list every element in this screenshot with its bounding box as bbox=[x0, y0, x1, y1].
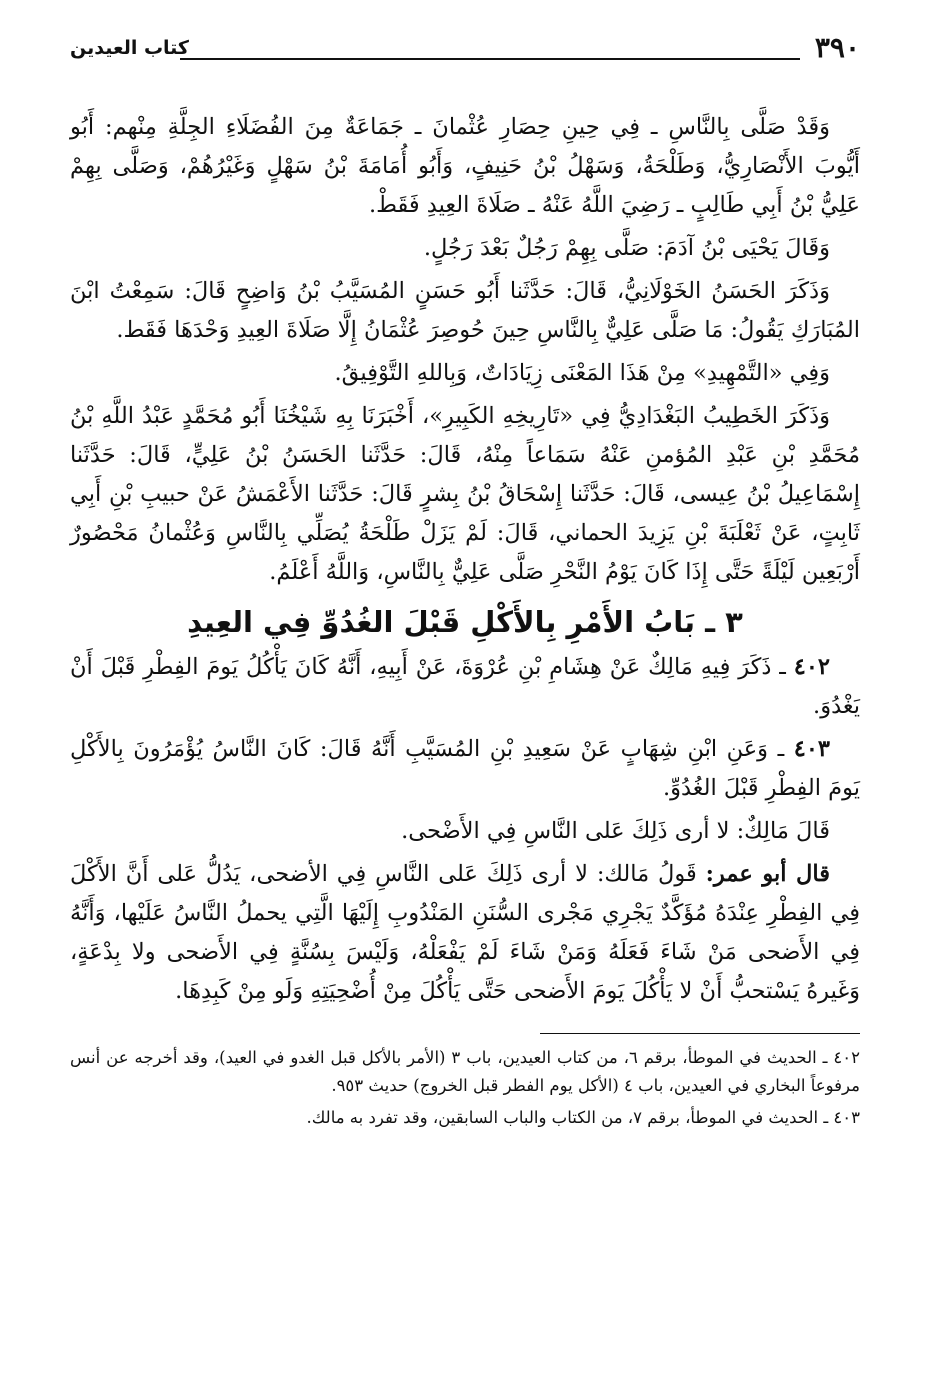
footnotes bbox=[70, 1044, 860, 1132]
hadith-number: ٤٠٢ bbox=[793, 654, 830, 680]
chapter-heading: ٣ ـ بَابُ الأَمْرِ بِالأَكْلِ قَبْلَ الغُدُوِّ فِي العِيدِ bbox=[187, 605, 743, 639]
footnote-rule bbox=[540, 1033, 860, 1034]
footnote-403: ٤٠٣ ـ الحديث في الموطأ، برقم ٧، من الكتاب والباب السابقين، وقد تفرد به مالك. bbox=[306, 1108, 860, 1127]
hadith-number: ٤٠٣ bbox=[793, 736, 830, 762]
page-number: ٣٩٠ bbox=[814, 31, 860, 64]
hadith-403 bbox=[70, 730, 860, 808]
paragraph: وَقَالَ يَحْيَى بْنُ آدَمَ: صَلَّى بِهِمْ رَجُلٌ بَعْدَ رَجُلٍ. bbox=[423, 235, 830, 261]
paragraph: قَالَ مَالِكٌ: لا أرى ذَلِكَ عَلى النَّاسِ فِي الأَضْحى. bbox=[401, 818, 830, 844]
paragraph: وَذَكَرَ الحَسَنُ الخَوْلَانِيُّ، قَالَ: حَدَّثَنا أَبُو حَسَنٍ المُسَيَّبُ بْنُ وَاضِحٍ قَالَ: سَمِعْتُ ابْنَ المُبَارَكِ يَقُولُ: مَا صَلَّى عَلِيٌّ بِالنَّاسِ حِينَ حُوصِرَ عُثْمَانُ إِلَّا صَلَاةَ العِيدِ وَحْدَهَا فَقَط. bbox=[70, 278, 860, 343]
book-page bbox=[70, 30, 860, 1136]
running-head bbox=[70, 30, 860, 66]
hadith-text: ـ وَعَنِ ابْنِ شِهَابٍ عَنْ سَعِيدِ بْنِ المُسَيَّبِ أَنَّهُ قَالَ: كَانَ النَّاسُ يُؤْمَرُونَ بِالأَكْلِ يَومَ الفِطْرِ قَبْلَ الغُدُوِّ. bbox=[70, 736, 860, 801]
paragraph: وَفِي «التَّمْهِيدِ» مِنْ هَذَا المَعْنَى زِيَادَاتٌ، وَبِاللهِ التَّوْفِيقُ. bbox=[334, 360, 830, 386]
commentary-paragraph bbox=[70, 855, 860, 1011]
hadith-402 bbox=[70, 648, 860, 726]
commentary-lead: قال أبو عمر: bbox=[705, 861, 830, 887]
main-text bbox=[70, 108, 860, 1011]
paragraph: وَقَدْ صَلَّى بِالنَّاسِ ـ فِي حِينِ حِصَارِ عُثْمانَ ـ جَمَاعَةٌ مِنَ الفُضَلَاءِ الجِلَّةِ مِنْهم: أَبُو أَيُّوبَ الأَنْصَارِيُّ، وَطَلْحَةُ، وَسَهْلُ بْنُ حَنِيفٍ، وَأَبُو أُمَامَةَ بْنُ سَهْلٍ وَغَيْرُهُمْ، وَصَلَّى بِهِمْ عَلِيُّ بْنُ أَبِي طَالِبٍ ـ رَضِيَ اللَّهُ عَنْهُ ـ صَلَاةَ العِيدِ فَقَطْ. bbox=[70, 114, 860, 218]
footnote-402: ٤٠٢ ـ الحديث في الموطأ، برقم ٦، من كتاب العيدين، باب ٣ (الأمر بالأكل قبل الغدو في العيد)، وقد أخرجه عن أنس مرفوعاً البخاري في العيدين، باب ٤ (الأكل يوم الفطر قبل الخروج) حديث ٩٥٣. bbox=[70, 1048, 861, 1095]
paragraph: وَذَكَرَ الخَطِيبُ البَغْدَادِيُّ فِي «تَارِيخِهِ الكَبِيرِ»، أَخْبَرَنَا بِهِ شَيْخُنَا أَبُو مُحَمَّدٍ عَبْدُ اللَّهِ بْنُ مُحَمَّدِ بْنِ عَبْدِ المُؤمنِ عَنْهُ سَمَاعاً مِنْهُ، قَالَ: حَدَّثَنا الحَسَنُ بْنُ عَلِيٍّ، قَالَ: حَدَّثَنا إِسْمَاعِيلُ بْنُ عِيسى، قَالَ: حَدَّثَنا إِسْحَاقُ بْنُ بِشرٍ قَالَ: حَدَّثَنا الأَعْمَشُ عَنْ حبيبِ بْنِ أَبِي ثَابِتٍ، عَنْ ثَعْلَبَةَ بْنِ يَزِيدَ الحماني، قَالَ: لَمْ يَزَلْ طَلْحَةُ يُصَلِّي بِالنَّاسِ وَعُثْمانُ مَحْصُورٌ أَرْبَعِين لَيْلَةً حَتَّى إِذَا كَانَ يَوْمُ النَّحْرِ صَلَّى عَلِيٌّ بِالنَّاسِ، وَاللَّهُ أَعْلَمُ. bbox=[70, 403, 860, 585]
hadith-text: ـ ذَكَرَ فِيهِ مَالِكٌ عَنْ هِشَامِ بْنِ عُرْوَةَ، عَنْ أَبِيهِ، أَنَّهُ كَانَ يَأْكُلُ يَومَ الفِطْرِ قَبْلَ أَنْ يَغْدُوَ. bbox=[70, 654, 860, 719]
book-title: كتاب العيدين bbox=[70, 36, 189, 59]
commentary-text: قَولُ مَالك: لا أرى ذَلِكَ عَلى النَّاسِ فِي الأضحى، يَدُلُّ عَلى أَنَّ الأَكْلَ فِي الفِطْرِ عِنْدَهُ مُؤَكَّدٌ يَجْرِي مَجْرى السُّنَنِ المَنْدُوبِ إِلَيْهَا الَّتِي يحملُ النَّاسُ عَلَيْها، وَأَنَّهُ فِي الأَضحى مَنْ شَاءَ فَعَلَهُ وَمَنْ شَاءَ لَمْ يَفْعَلْهُ، وَلَيْسَ بِسُنَّةٍ فِي الأَضحى ولا بِدْعَةٍ، وَغَيرهُ يَسْتحبُّ أَنْ لا يَأْكُلَ يَومَ الأَضحى حَتَّى يَأْكُلَ مِنْ أُضْحِيَتِهِ وَلَو مِنْ كَبِدِهَا. bbox=[70, 861, 860, 1004]
header-rule bbox=[180, 58, 800, 60]
